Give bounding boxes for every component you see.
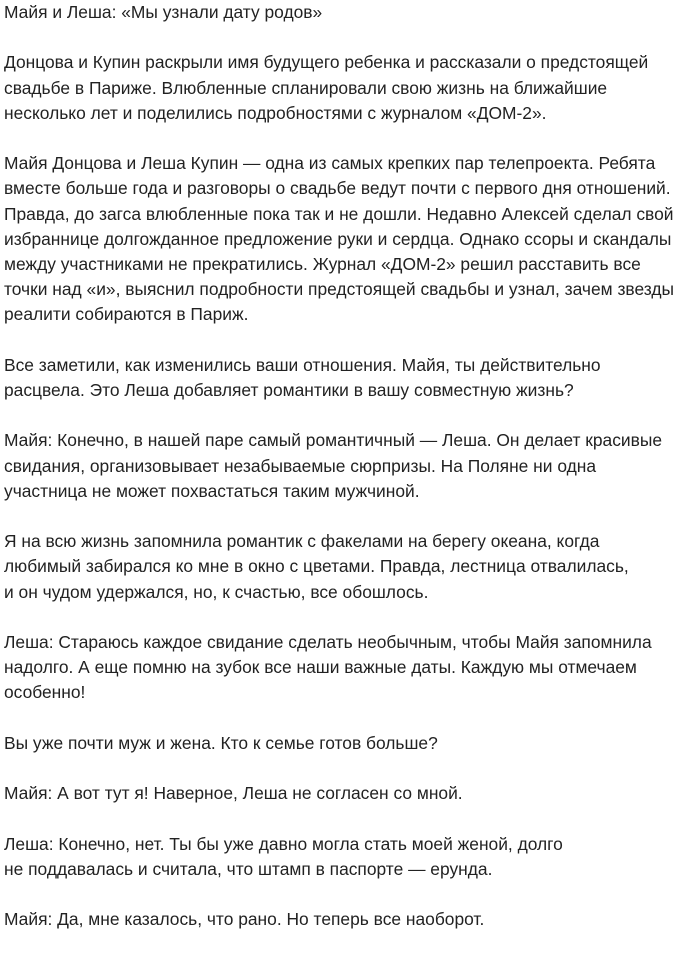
text-line: Донцова и Купин раскрыли имя будущего ребенка и рассказали о предстоящей: [4, 52, 649, 73]
text-line: участница не может похвастаться таким мужчиной.: [4, 480, 420, 501]
text-line: Леша: Конечно, нет. Ты бы уже давно могла стать моей женой, долго: [4, 833, 563, 854]
article-paragraph: [4, 731, 694, 756]
article-paragraph: [4, 529, 694, 605]
article-paragraph: [4, 907, 694, 932]
text-line: точки над «и», выяснил подробности предстоящей свадьбы и узнал, зачем звезды: [4, 279, 674, 300]
article-paragraph: [4, 428, 694, 504]
article-title: Майя и Леша: «Мы узнали дату родов»: [4, 2, 323, 22]
text-line: Правда, до загса влюбленные пока так и не дошли. Недавно Алексей сделал свой: [4, 203, 674, 224]
text-line: особенно!: [4, 682, 86, 703]
article: [4, 0, 694, 958]
article-paragraph: [4, 630, 694, 706]
text-line: вместе больше года и разговоры о свадьбе ведут почти с первого дня отношений.: [4, 178, 671, 199]
text-line: несколько лет и поделились подробностями с журналом «ДОМ-2».: [4, 102, 547, 123]
text-line: Майя: Конечно, в нашей паре самый романтичный — Леша. Он делает красивые: [4, 430, 663, 451]
text-line: Я на всю жизнь запомнила романтик с факелами на берегу океана, когда: [4, 531, 600, 552]
text-line: расцвела. Это Леша добавляет романтики в вашу совместную жизнь?: [4, 380, 574, 400]
text-line: надолго. А еще помню на зубок все наши важные даты. Каждую мы отмечаем: [4, 657, 637, 678]
article-paragraph: [4, 353, 694, 403]
article-paragraph: [4, 50, 694, 126]
text-line: Леша: Стараюсь каждое свидание сделать необычным, чтобы Майя запомнила: [4, 631, 652, 652]
text-line: не поддавалась и считала, что штамп в паспорте — ерунда.: [4, 858, 493, 879]
text-line: Майя: Да, мне казалось, что рано. Но теперь все наоборот.: [4, 909, 485, 930]
text-line: любимый забирался ко мне в окно с цветами. Правда, лестница отвалилась,: [4, 556, 629, 577]
text-line: Все заметили, как изменились ваши отношения. Майя, ты действительно: [4, 354, 601, 375]
article-paragraph: [4, 781, 694, 806]
text-line: и он чудом удержался, но, к счастью, все обошлось.: [4, 581, 429, 602]
text-line: реалити собираются в Париж.: [4, 304, 249, 325]
article-paragraph: [4, 832, 694, 882]
text-line: свидания, организовывает незабываемые сюрпризы. На Поляне ни одна: [4, 455, 597, 476]
text-line: Вы уже почти муж и жена. Кто к семье готов больше?: [4, 732, 438, 753]
text-line: между участниками не прекратились. Журнал «ДОМ-2» решил расставить все: [4, 254, 641, 274]
text-line: свадьбе в Париже. Влюбленные спланировали свою жизнь на ближайшие: [4, 77, 608, 98]
text-line: Майя Донцова и Леша Купин — одна из самых крепких пар телепроекта. Ребята: [4, 153, 656, 174]
text-line: Майя: А вот тут я! Наверное, Леша не согласен со мной.: [4, 783, 463, 804]
article-paragraph: [4, 151, 694, 327]
text-line: избраннице долгожданное предложение руки и сердца. Однако ссоры и скандалы: [4, 228, 672, 249]
